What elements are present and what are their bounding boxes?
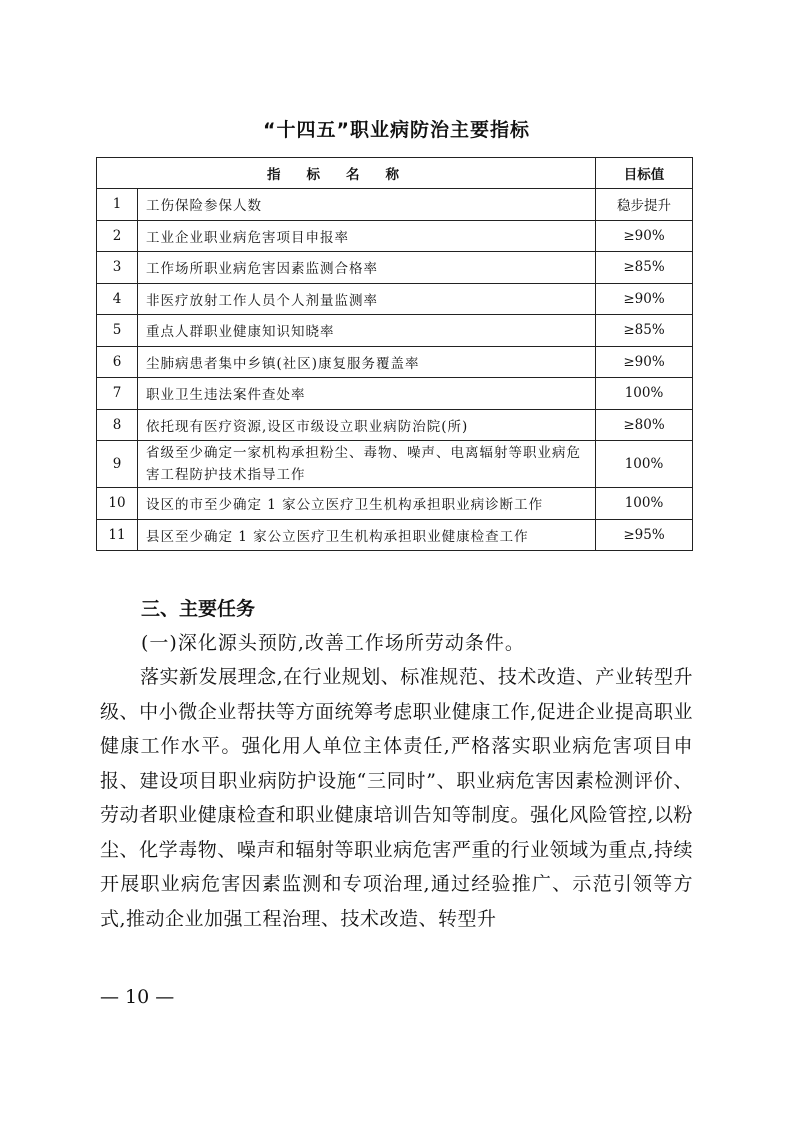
row-number: 5 <box>97 315 138 347</box>
header-target-value: 目标值 <box>596 158 693 189</box>
row-number: 1 <box>97 189 138 221</box>
indicator-name: 设区的市至少确定 1 家公立医疗卫生机构承担职业病诊断工作 <box>138 488 596 520</box>
table-row <box>97 252 693 284</box>
table-row <box>97 488 693 520</box>
indicator-name: 工作场所职业病危害因素监测合格率 <box>138 252 596 284</box>
table-row <box>97 441 693 488</box>
row-number: 10 <box>97 488 138 520</box>
row-number: 2 <box>97 220 138 252</box>
table-row <box>97 283 693 315</box>
section-heading: 三、主要任务 <box>141 598 256 620</box>
indicator-name: 依托现有医疗资源,设区市级设立职业病防治院(所) <box>138 409 596 441</box>
target-value: ≥80% <box>596 409 693 441</box>
table-row <box>97 220 693 252</box>
table-row <box>97 409 693 441</box>
target-value: ≥95% <box>596 519 693 551</box>
table-row <box>97 189 693 221</box>
target-value: ≥85% <box>596 315 693 347</box>
indicator-name: 职业卫生违法案件查处率 <box>138 378 596 410</box>
target-value: ≥90% <box>596 346 693 378</box>
row-number: 11 <box>97 519 138 551</box>
row-number: 8 <box>97 409 138 441</box>
table-row <box>97 378 693 410</box>
indicator-name: 工伤保险参保人数 <box>138 189 596 221</box>
target-value: ≥85% <box>596 252 693 284</box>
indicator-name: 重点人群职业健康知识知晓率 <box>138 315 596 347</box>
target-value: 100% <box>596 488 693 520</box>
subsection-heading: (一)深化源头预防,改善工作场所劳动条件。 <box>141 632 525 654</box>
page-number: — 10 — <box>100 986 175 1008</box>
row-number: 9 <box>97 441 138 488</box>
indicator-name: 县区至少确定 1 家公立医疗卫生机构承担职业健康检查工作 <box>138 519 596 551</box>
page-title: “十四五”职业病防治主要指标 <box>263 119 530 141</box>
row-number: 4 <box>97 283 138 315</box>
indicator-name: 工业企业职业病危害项目申报率 <box>138 220 596 252</box>
table-row <box>97 519 693 551</box>
target-value: 100% <box>596 441 693 488</box>
table-header-row <box>97 158 693 189</box>
target-value: ≥90% <box>596 220 693 252</box>
table-row <box>97 315 693 347</box>
target-value: ≥90% <box>596 283 693 315</box>
body-paragraph: 落实新发展理念,在行业规划、标准规范、技术改造、产业转型升级、中小微企业帮扶等方面统筹考虑职业健康工作,促进企业提高职业健康工作水平。强化用人单位主体责任,严格落实职业病危害项目申报、建设项目职业病防护设施“三同时”、职业病危害因素检测评价、劳动者职业健康检查和职业健康培训告知等制度。强化风险管控,以粉尘、化学毒物、噪声和辐射等职业病危害严重的行业领域为重点,持续开展职业病危害因素监测和专项治理,通过经验推广、示范引领等方式,推动企业加强工程治理、技术改造、转型升 <box>100 666 693 930</box>
indicator-name: 尘肺病患者集中乡镇(社区)康复服务覆盖率 <box>138 346 596 378</box>
table-row <box>97 346 693 378</box>
row-number: 6 <box>97 346 138 378</box>
indicators-table <box>96 157 693 551</box>
row-number: 7 <box>97 378 138 410</box>
target-value: 稳步提升 <box>596 189 693 221</box>
target-value: 100% <box>596 378 693 410</box>
header-indicator-name: 指标名称 <box>97 158 596 189</box>
row-number: 3 <box>97 252 138 284</box>
indicator-name: 省级至少确定一家机构承担粉尘、毒物、噪声、电离辐射等职业病危害工程防护技术指导工作 <box>138 441 596 488</box>
indicator-name: 非医疗放射工作人员个人剂量监测率 <box>138 283 596 315</box>
